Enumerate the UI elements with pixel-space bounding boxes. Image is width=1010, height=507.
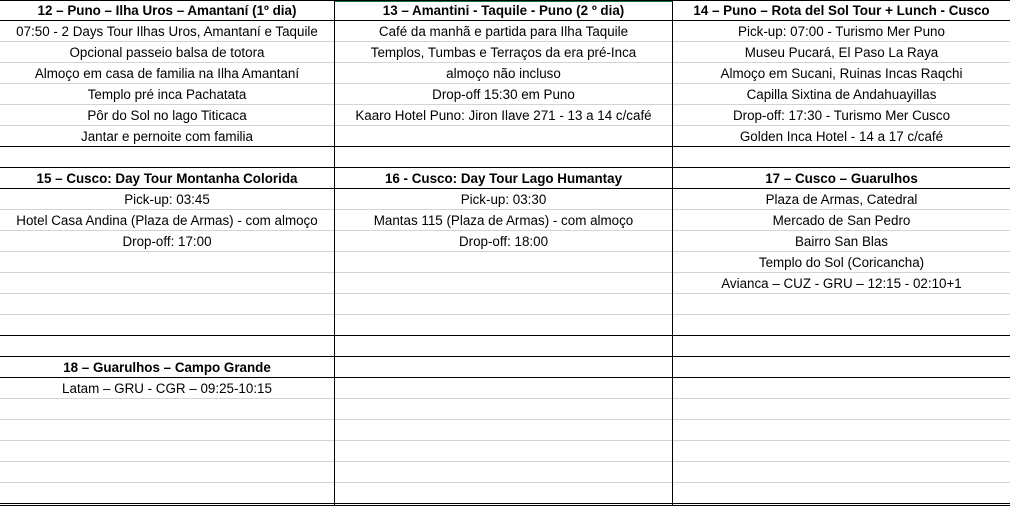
column-3 <box>673 0 1010 505</box>
itinerary-cell[interactable]: Drop-off: 18:00 <box>335 231 672 252</box>
itinerary-cell[interactable] <box>0 462 334 483</box>
separator-row[interactable] <box>335 147 672 168</box>
itinerary-cell[interactable] <box>673 378 1010 399</box>
day-header[interactable]: 18 – Guarulhos – Campo Grande <box>0 357 334 378</box>
itinerary-cell[interactable]: Avianca – CUZ - GRU – 12:15 - 02:10+1 <box>673 273 1010 294</box>
itinerary-cell[interactable] <box>673 441 1010 462</box>
block-bottom-border <box>673 503 1010 504</box>
itinerary-cell[interactable]: 07:50 - 2 Days Tour Ilhas Uros, Amantaní e Taquile <box>0 21 334 42</box>
column-1 <box>0 0 334 505</box>
itinerary-cell[interactable] <box>0 252 334 273</box>
itinerary-cell[interactable]: Hotel Casa Andina (Plaza de Armas) - com almoço <box>0 210 334 231</box>
day-header[interactable]: 17 – Cusco – Guarulhos <box>673 168 1010 189</box>
day-header[interactable]: 15 – Cusco: Day Tour Montanha Colorida <box>0 168 334 189</box>
itinerary-cell[interactable]: Templo do Sol (Coricancha) <box>673 252 1010 273</box>
itinerary-cell[interactable] <box>335 399 672 420</box>
column-divider-1 <box>334 0 335 505</box>
itinerary-cell[interactable]: almoço não incluso <box>335 63 672 84</box>
itinerary-cell[interactable]: Opcional passeio balsa de totora <box>0 42 334 63</box>
itinerary-cell[interactable]: Museu Pucará, El Paso La Raya <box>673 42 1010 63</box>
itinerary-cell[interactable] <box>0 399 334 420</box>
itinerary-cell[interactable]: Pick-up: 03:30 <box>335 189 672 210</box>
column-2 <box>335 0 672 505</box>
itinerary-cell[interactable]: Drop-off: 17:00 <box>0 231 334 252</box>
itinerary-cell[interactable]: Capilla Sixtina de Andahuayillas <box>673 84 1010 105</box>
itinerary-cell[interactable] <box>673 294 1010 315</box>
itinerary-cell[interactable] <box>335 273 672 294</box>
itinerary-cell[interactable]: Drop-off: 17:30 - Turismo Mer Cusco <box>673 105 1010 126</box>
itinerary-cell[interactable] <box>335 420 672 441</box>
separator-row[interactable] <box>0 336 334 357</box>
itinerary-cell[interactable]: Mantas 115 (Plaza de Armas) - com almoço <box>335 210 672 231</box>
itinerary-cell[interactable] <box>0 420 334 441</box>
itinerary-cell[interactable] <box>335 483 672 504</box>
itinerary-cell[interactable] <box>0 441 334 462</box>
itinerary-cell[interactable]: Golden Inca Hotel - 14 a 17 c/café <box>673 126 1010 147</box>
itinerary-cell[interactable] <box>0 315 334 336</box>
itinerary-cell[interactable] <box>335 441 672 462</box>
block-bottom-border <box>335 503 672 504</box>
top-border <box>0 0 1010 1</box>
itinerary-cell[interactable] <box>335 294 672 315</box>
itinerary-cell[interactable]: Kaaro Hotel Puno: Jiron Ilave 271 - 13 a 14 c/café <box>335 105 672 126</box>
itinerary-cell[interactable] <box>0 273 334 294</box>
separator-row[interactable] <box>673 336 1010 357</box>
itinerary-cell[interactable] <box>335 378 672 399</box>
itinerary-cell[interactable]: Pôr do Sol no lago Titicaca <box>0 105 334 126</box>
itinerary-cell[interactable] <box>335 315 672 336</box>
day-header[interactable]: 16 - Cusco: Day Tour Lago Humantay <box>335 168 672 189</box>
itinerary-cell[interactable]: Almoço em Sucani, Ruinas Incas Raqchi <box>673 63 1010 84</box>
itinerary-cell[interactable] <box>0 294 334 315</box>
itinerary-cell[interactable] <box>673 399 1010 420</box>
itinerary-cell[interactable]: Templos, Tumbas e Terraços da era pré-Inca <box>335 42 672 63</box>
separator-row[interactable] <box>673 147 1010 168</box>
itinerary-cell[interactable] <box>0 483 334 504</box>
day-header[interactable] <box>673 357 1010 378</box>
day-header[interactable]: 14 – Puno – Rota del Sol Tour + Lunch - Cusco <box>673 0 1010 21</box>
itinerary-cell[interactable] <box>335 126 672 147</box>
itinerary-cell[interactable]: Jantar e pernoite com familia <box>0 126 334 147</box>
itinerary-cell[interactable] <box>335 462 672 483</box>
separator-row[interactable] <box>335 336 672 357</box>
itinerary-cell[interactable] <box>673 462 1010 483</box>
itinerary-cell[interactable]: Pick-up: 03:45 <box>0 189 334 210</box>
itinerary-cell[interactable]: Bairro San Blas <box>673 231 1010 252</box>
itinerary-cell[interactable]: Drop-off 15:30 em Puno <box>335 84 672 105</box>
itinerary-cell[interactable]: Pick-up: 07:00 - Turismo Mer Puno <box>673 21 1010 42</box>
column-divider-2 <box>672 0 673 505</box>
itinerary-cell[interactable]: Café da manhã e partida para Ilha Taquile <box>335 21 672 42</box>
itinerary-cell[interactable]: Mercado de San Pedro <box>673 210 1010 231</box>
itinerary-cell[interactable]: Templo pré inca Pachatata <box>0 84 334 105</box>
block-bottom-border <box>0 503 334 504</box>
itinerary-cell[interactable]: Latam – GRU - CGR – 09:25-10:15 <box>0 378 334 399</box>
itinerary-cell[interactable] <box>673 315 1010 336</box>
day-header[interactable] <box>335 357 672 378</box>
itinerary-cell[interactable] <box>673 483 1010 504</box>
separator-row[interactable] <box>0 147 334 168</box>
itinerary-cell[interactable] <box>335 252 672 273</box>
day-header[interactable]: 13 – Amantini - Taquile - Puno (2 º dia) <box>335 0 672 21</box>
bottom-border <box>0 505 1010 506</box>
itinerary-cell[interactable]: Almoço em casa de familia na Ilha Amantaní <box>0 63 334 84</box>
itinerary-cell[interactable] <box>673 420 1010 441</box>
day-header[interactable]: 12 – Puno – Ilha Uros – Amantaní (1º dia) <box>0 0 334 21</box>
itinerary-cell[interactable]: Plaza de Armas, Catedral <box>673 189 1010 210</box>
